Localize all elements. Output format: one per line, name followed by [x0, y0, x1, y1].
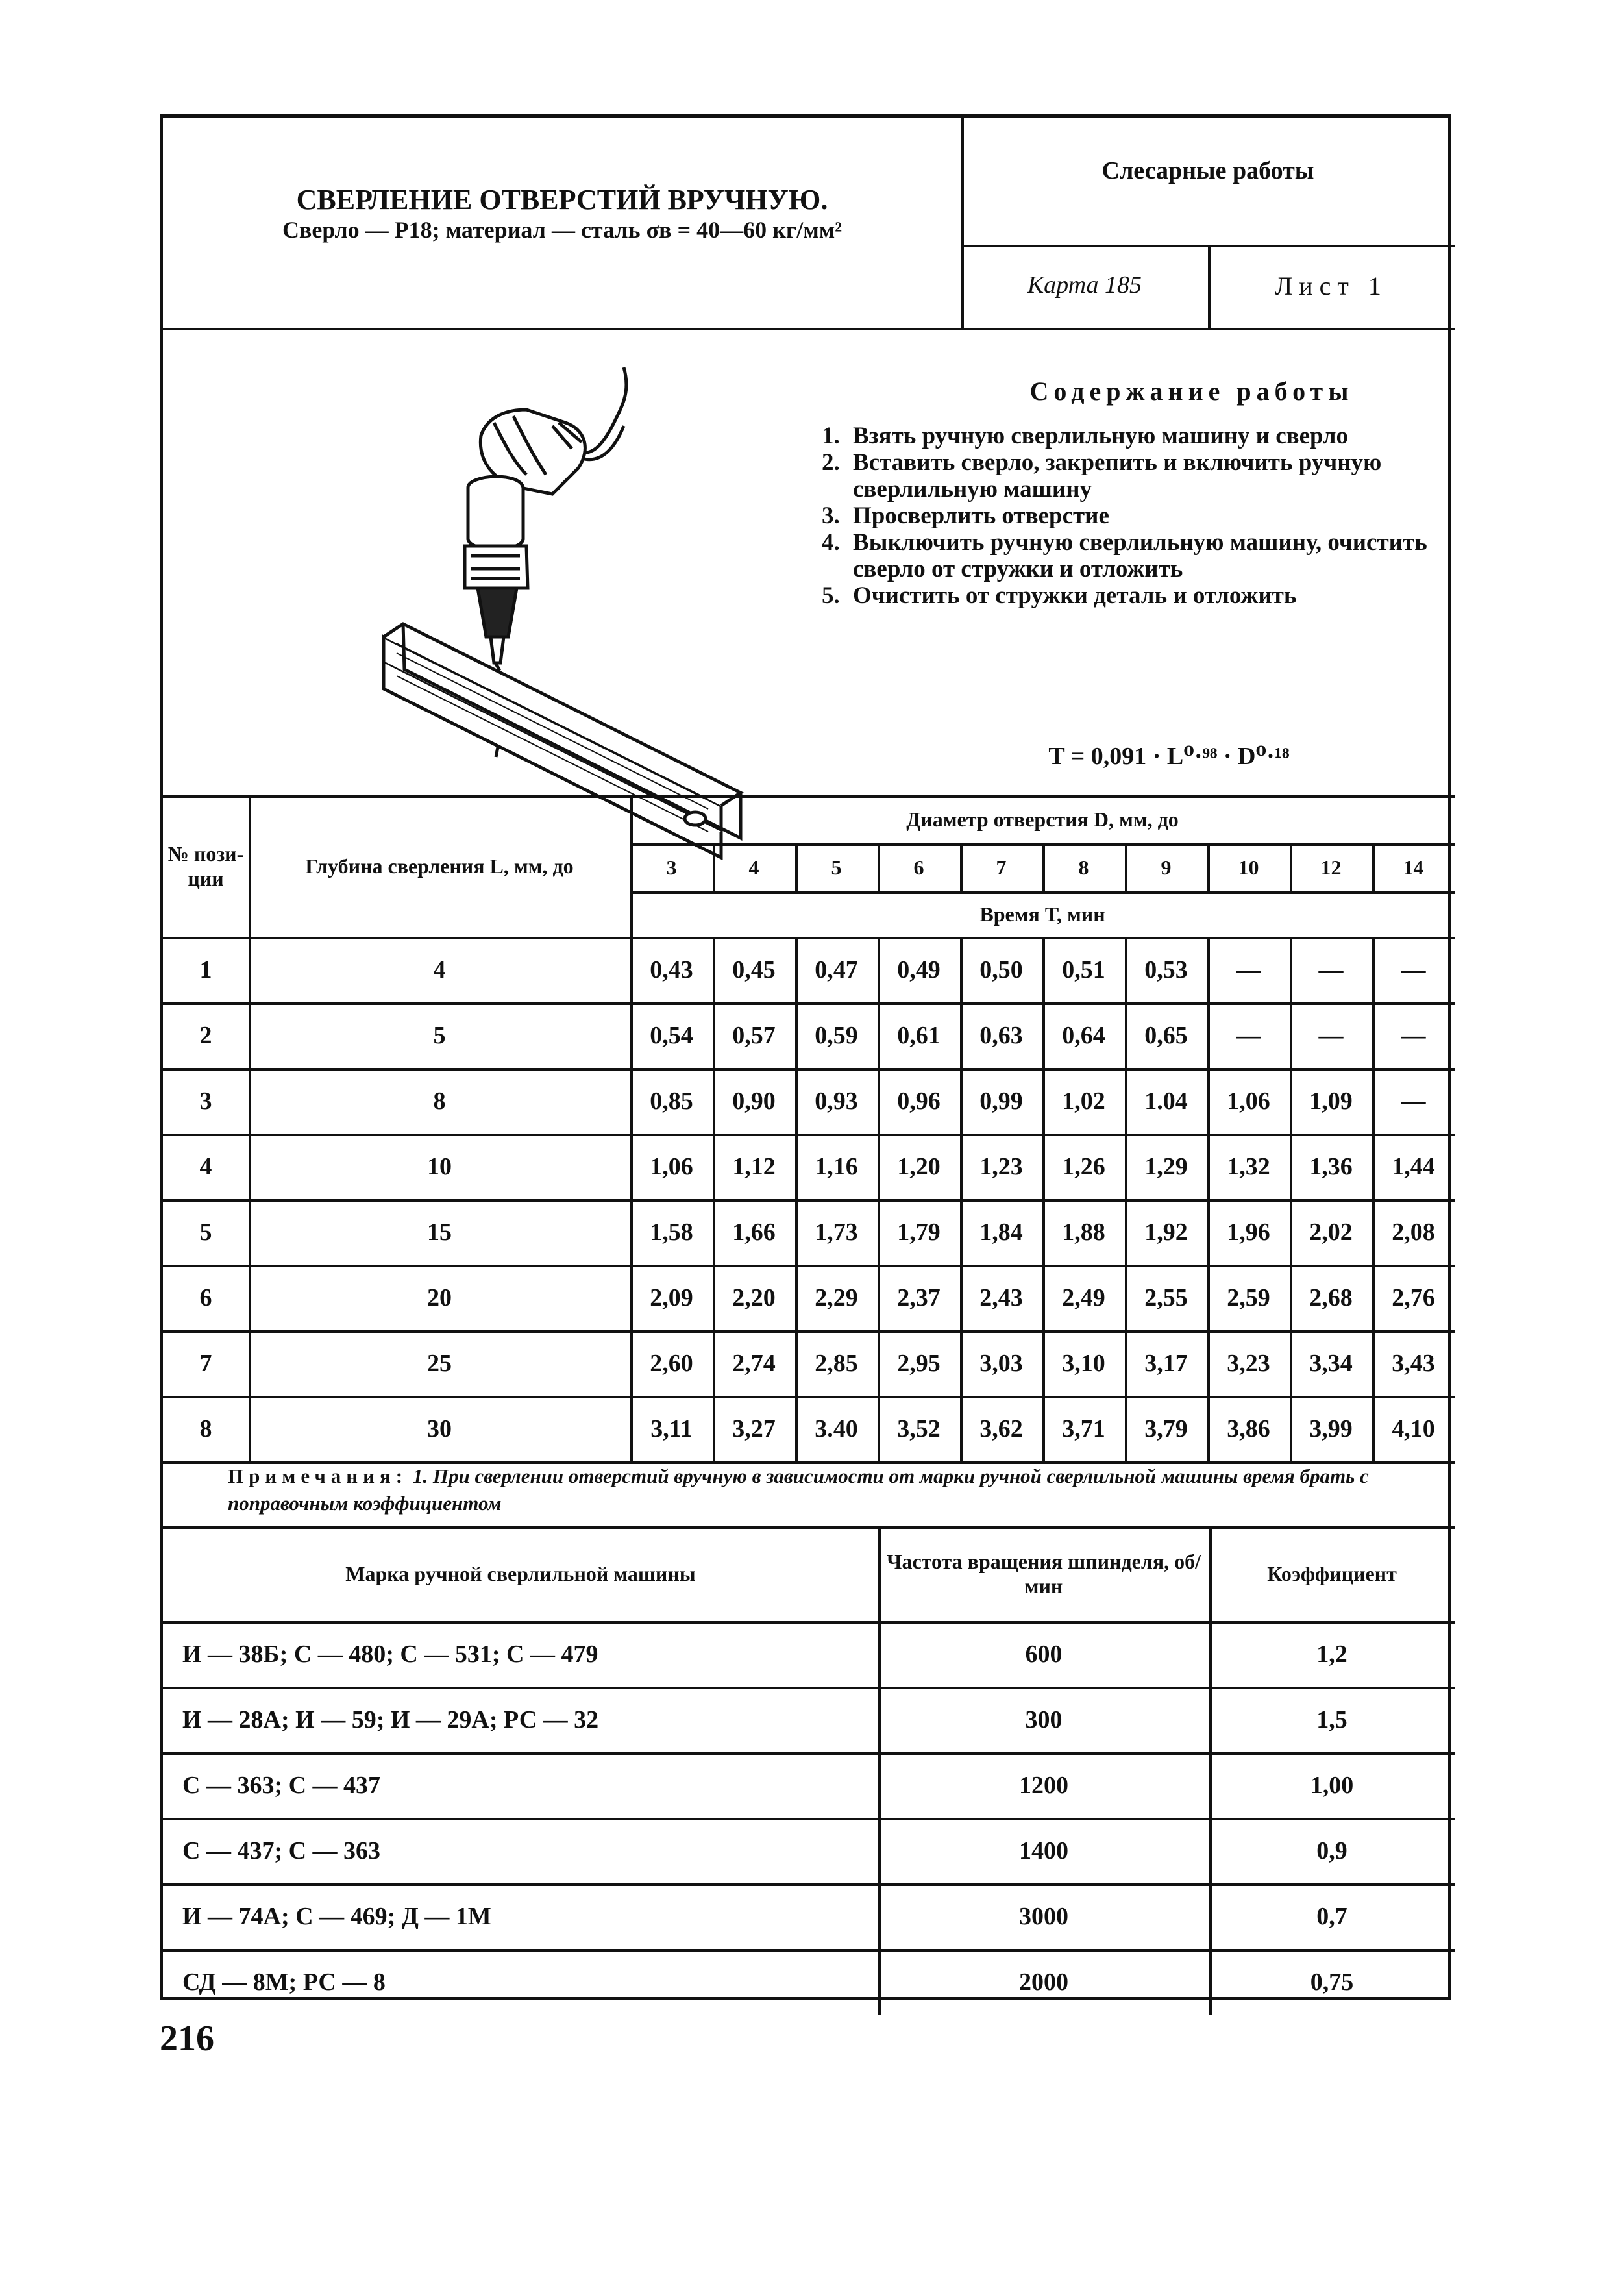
time-value: 0,45 — [732, 956, 776, 984]
time-value: 2,85 — [815, 1349, 858, 1377]
time-value: 1,36 — [1309, 1152, 1353, 1180]
row-position: 5 — [199, 1218, 212, 1246]
machine-brand: И — 28А; И — 59; И — 29А; РС — 32 — [182, 1705, 599, 1733]
header-position: № пози- ции — [167, 842, 244, 890]
time-value: 1,84 — [979, 1218, 1023, 1246]
time-value: 1,26 — [1062, 1152, 1105, 1180]
time-value: 2,95 — [897, 1349, 941, 1377]
time-value: 0,50 — [979, 956, 1023, 984]
row-position: 4 — [199, 1152, 212, 1180]
time-value: 1,16 — [815, 1152, 858, 1180]
sheet-number: Лист 1 — [1275, 271, 1388, 301]
time-value: 1,23 — [979, 1152, 1023, 1180]
page-title: СВЕРЛЕНИЕ ОТВЕРСТИЙ ВРУЧНУЮ. — [296, 184, 828, 216]
machine-brand: И — 74А; С — 469; Д — 1М — [182, 1902, 491, 1930]
time-value: 0,57 — [732, 1021, 776, 1049]
header-diameter-value: 3 — [666, 856, 677, 879]
time-value: 0,61 — [897, 1021, 941, 1049]
time-value: 3.40 — [815, 1415, 858, 1443]
time-value: 1,92 — [1144, 1218, 1188, 1246]
page-subtitle: Сверло — Р18; материал — сталь σв = 40—60 кг/мм² — [282, 217, 843, 243]
header-diameter-value: 6 — [913, 856, 924, 879]
header-diameter-value: 14 — [1403, 856, 1424, 879]
time-value: — — [1401, 1087, 1426, 1115]
row-position: 3 — [199, 1087, 212, 1115]
time-formula: T = 0,091 · L⁰·⁹⁸ · D⁰·¹⁸ — [1048, 743, 1290, 770]
time-value: 2,74 — [732, 1349, 776, 1377]
coefficient: 1,00 — [1310, 1771, 1354, 1799]
time-value: 2,59 — [1227, 1284, 1270, 1311]
row-depth: 5 — [433, 1021, 446, 1049]
work-steps — [822, 423, 1445, 609]
time-value: 0,96 — [897, 1087, 941, 1115]
coefficient: 1,2 — [1316, 1640, 1347, 1668]
page-number: 216 — [160, 2018, 214, 2059]
header-diameter-value: 10 — [1238, 856, 1259, 879]
time-value: 3,86 — [1227, 1415, 1270, 1443]
time-value: 1,58 — [650, 1218, 693, 1246]
time-value: 1,96 — [1227, 1218, 1270, 1246]
time-value: 0,65 — [1144, 1021, 1188, 1049]
time-value: 0,53 — [1144, 956, 1188, 984]
row-position: 7 — [199, 1349, 212, 1377]
time-value: 0,85 — [650, 1087, 693, 1115]
time-value: 3,11 — [650, 1415, 693, 1443]
header-depth: Глубина сверления L, мм, до — [305, 854, 574, 878]
time-value: 1,06 — [650, 1152, 693, 1180]
time-value: 1,79 — [897, 1218, 941, 1246]
time-value: 2,76 — [1392, 1284, 1435, 1311]
time-value: 1,73 — [815, 1218, 858, 1246]
time-value: 2,68 — [1309, 1284, 1353, 1311]
row-position: 2 — [199, 1021, 212, 1049]
time-value: 1,02 — [1062, 1087, 1105, 1115]
time-value: 2,02 — [1309, 1218, 1353, 1246]
time-value: 0,64 — [1062, 1021, 1105, 1049]
time-value: 0,90 — [732, 1087, 776, 1115]
time-value: 3,71 — [1062, 1415, 1105, 1443]
time-value: 3,52 — [897, 1415, 941, 1443]
row-depth: 10 — [427, 1152, 452, 1180]
work-step: 4. Выключить ручную сверлильную машину, очистить сверло от стружки и отложить — [822, 529, 1427, 582]
time-value: 2,60 — [650, 1349, 693, 1377]
time-value: — — [1318, 1021, 1344, 1049]
row-depth: 20 — [427, 1284, 452, 1311]
time-value: — — [1236, 956, 1261, 984]
coefficient: 0,75 — [1310, 1968, 1354, 1996]
notes-text: 1. При сверлении отверстий вручную в зависимости от марки ручной сверлильной машины время брать с поправочным коэффициентом — [228, 1465, 1369, 1515]
time-value: 3,23 — [1227, 1349, 1270, 1377]
coefficient: 0,7 — [1316, 1902, 1347, 1930]
time-value: 1,06 — [1227, 1087, 1270, 1115]
header-speed: Частота вращения шпинделя, об/мин — [886, 1550, 1201, 1598]
machine-brand: И — 38Б; С — 480; С — 531; С — 479 — [182, 1640, 598, 1668]
work-step: 2. Вставить сверло, закрепить и включить ручную сверлильную машину — [822, 449, 1382, 502]
time-value: 2,08 — [1392, 1218, 1435, 1246]
spindle-speed: 3000 — [1019, 1902, 1068, 1930]
time-value: — — [1401, 956, 1426, 984]
time-value: 0,93 — [815, 1087, 858, 1115]
header-diameter-value: 9 — [1161, 856, 1172, 879]
time-value: 3,34 — [1309, 1349, 1353, 1377]
time-value: 1,20 — [897, 1152, 941, 1180]
spindle-speed: 300 — [1025, 1705, 1063, 1733]
time-value: 2,09 — [650, 1284, 693, 1311]
header-diameter-value: 4 — [748, 856, 759, 879]
time-value: 0,54 — [650, 1021, 693, 1049]
row-position: 6 — [199, 1284, 212, 1311]
header-coefficient: Коэффициент — [1267, 1562, 1397, 1585]
time-value: 1,88 — [1062, 1218, 1105, 1246]
notes-label: Примечания: — [228, 1465, 408, 1487]
header-brand: Марка ручной сверлильной машины — [345, 1562, 696, 1585]
header-diameter-value: 5 — [831, 856, 842, 879]
work-step: 5. Очистить от стружки деталь и отложить — [822, 582, 1297, 609]
time-value: 1,12 — [732, 1152, 776, 1180]
time-value: 0,63 — [979, 1021, 1023, 1049]
time-value: 3,17 — [1144, 1349, 1188, 1377]
time-value: 0,51 — [1062, 956, 1105, 984]
time-value: — — [1318, 956, 1344, 984]
row-depth: 15 — [427, 1218, 452, 1246]
header-diameter: Диаметр отверстия D, мм, до — [906, 808, 1179, 831]
time-value: 3,03 — [979, 1349, 1023, 1377]
time-value: 3,43 — [1392, 1349, 1435, 1377]
time-value: 3,99 — [1309, 1415, 1353, 1443]
time-value: 1,66 — [732, 1218, 776, 1246]
time-value: 0,49 — [897, 956, 941, 984]
header-diameter-value: 8 — [1078, 856, 1089, 879]
time-value: 2,20 — [732, 1284, 776, 1311]
time-value: 1,29 — [1144, 1152, 1188, 1180]
time-value: 4,10 — [1392, 1415, 1435, 1443]
work-step: 1. Взять ручную сверлильную машину и сверло — [822, 423, 1348, 449]
machine-brand: СД — 8М; РС — 8 — [182, 1968, 386, 1996]
coefficient: 0,9 — [1316, 1837, 1347, 1865]
time-value: 1,44 — [1392, 1152, 1435, 1180]
time-value: 1,09 — [1309, 1087, 1353, 1115]
header-time: Время Т, мин — [979, 902, 1105, 926]
header-diameter-value: 7 — [996, 856, 1007, 879]
time-value: 0,99 — [979, 1087, 1023, 1115]
header-diameter-value: 12 — [1320, 856, 1342, 879]
time-value: 2,43 — [979, 1284, 1023, 1311]
row-position: 1 — [199, 956, 212, 984]
time-value: 3,27 — [732, 1415, 776, 1443]
operation-card — [160, 114, 1451, 2000]
time-value: 3,10 — [1062, 1349, 1105, 1377]
spindle-speed: 1200 — [1019, 1771, 1068, 1799]
coefficient: 1,5 — [1316, 1705, 1347, 1733]
time-value: 1.04 — [1144, 1087, 1188, 1115]
time-value: 0,43 — [650, 956, 693, 984]
row-depth: 30 — [427, 1415, 452, 1443]
time-value: — — [1236, 1021, 1261, 1049]
spindle-speed: 1400 — [1019, 1837, 1068, 1865]
time-value: 1,32 — [1227, 1152, 1270, 1180]
time-value: 2,55 — [1144, 1284, 1188, 1311]
time-value: 2,49 — [1062, 1284, 1105, 1311]
row-depth: 4 — [433, 956, 446, 984]
time-value: 3,62 — [979, 1415, 1023, 1443]
time-value: 0,47 — [815, 956, 858, 984]
work-content-title: Содержание работы — [1029, 377, 1354, 406]
notes — [228, 1463, 1448, 1517]
time-value: — — [1401, 1021, 1426, 1049]
work-step: 3. Просверлить отверстие — [822, 502, 1109, 529]
hand-drill-illustration — [358, 364, 825, 871]
time-value: 2,29 — [815, 1284, 858, 1311]
row-depth: 25 — [427, 1349, 452, 1377]
time-value: 2,37 — [897, 1284, 941, 1311]
spindle-speed: 600 — [1025, 1640, 1063, 1668]
time-value: 3,79 — [1144, 1415, 1188, 1443]
spindle-speed: 2000 — [1019, 1968, 1068, 1996]
card-number: Карта 185 — [1027, 271, 1142, 299]
machine-brand: С — 363; С — 437 — [182, 1771, 381, 1799]
row-position: 8 — [199, 1415, 212, 1443]
section-name: Слесарные работы — [1101, 157, 1314, 184]
machine-brand: С — 437; С — 363 — [182, 1837, 381, 1865]
time-value: 0,59 — [815, 1021, 858, 1049]
row-depth: 8 — [433, 1087, 446, 1115]
